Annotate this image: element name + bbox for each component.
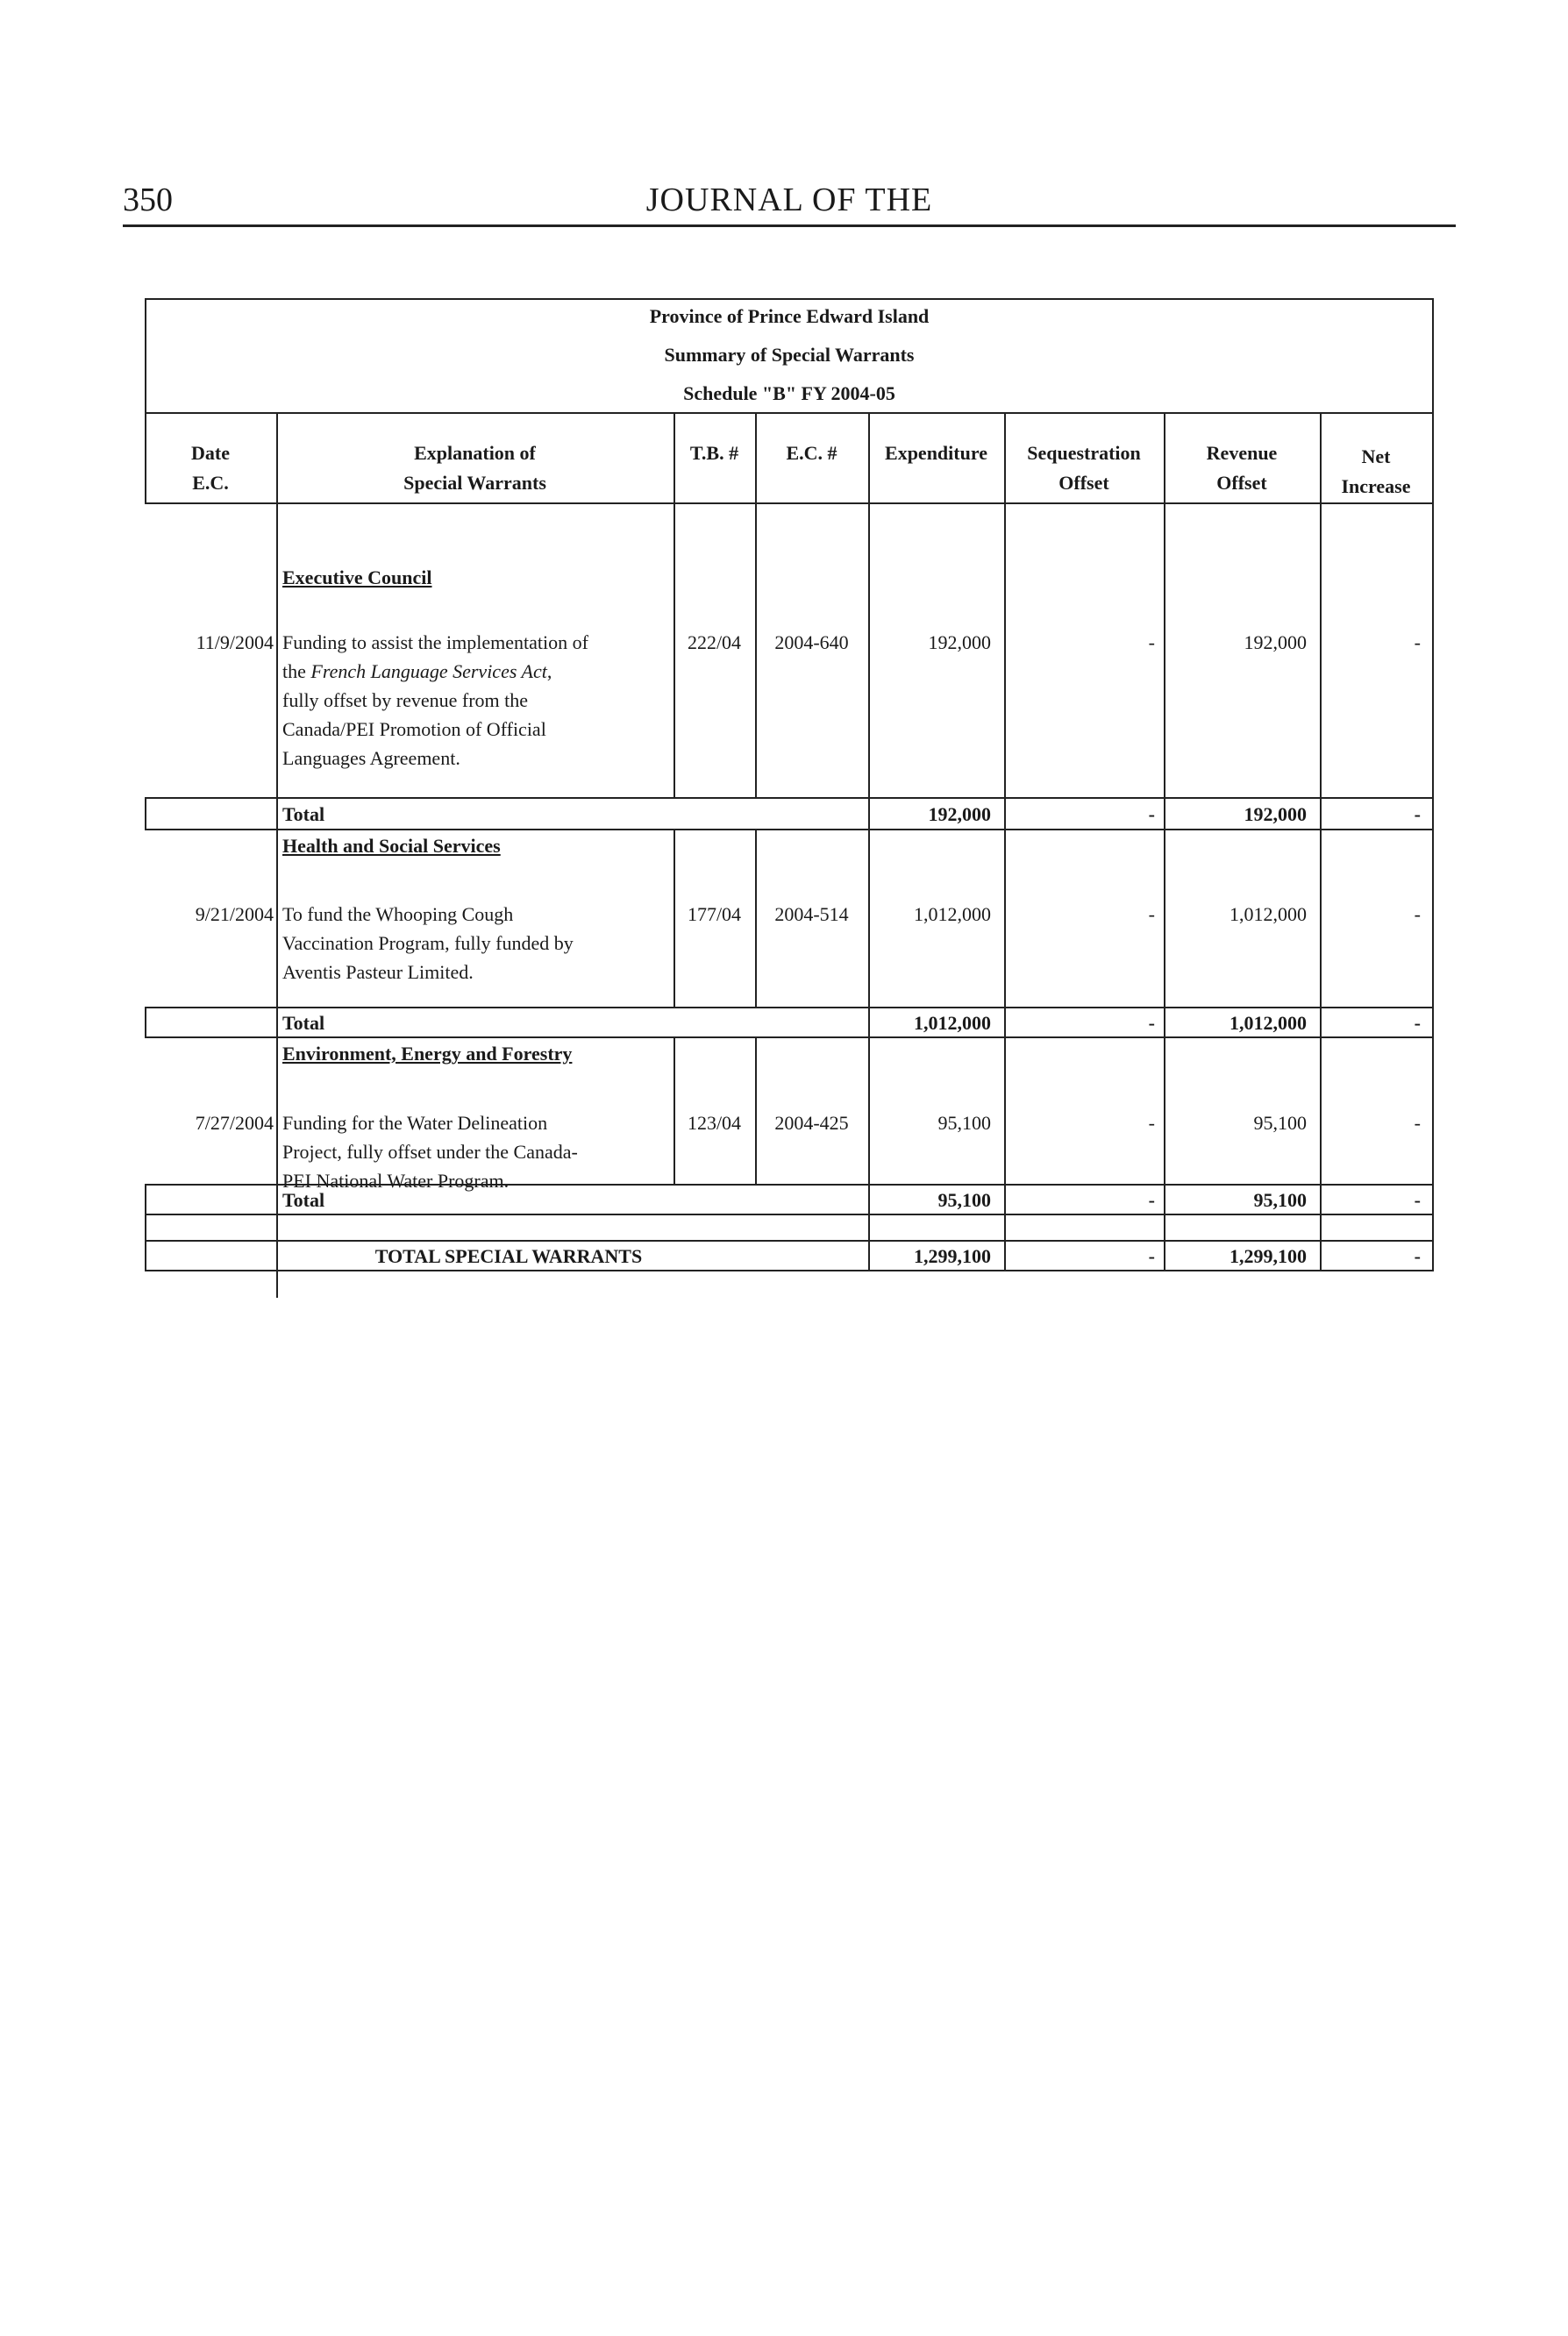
total-3-expenditure: 95,100 xyxy=(937,1189,991,1211)
row-3-revenue: 95,100 xyxy=(1253,1112,1307,1134)
grand-total-top-rule xyxy=(145,1240,1434,1242)
row-2-description xyxy=(282,900,574,986)
column-header-bottom-rule xyxy=(145,502,1434,504)
row-1-expenditure: 192,000 xyxy=(928,631,991,653)
expenditure-divider xyxy=(868,412,870,1271)
total-3-label: Total xyxy=(282,1189,325,1211)
section-name-executive-council: Executive Council xyxy=(282,566,432,588)
schedule-title-schedule: Schedule "B" FY 2004-05 xyxy=(683,382,895,404)
col-header-expenditure: Expenditure xyxy=(885,442,987,464)
row-3-net: - xyxy=(1414,1112,1421,1134)
explanation-divider xyxy=(276,412,278,1298)
total-1-revenue: 192,000 xyxy=(1244,803,1307,825)
grand-total-sequestration: - xyxy=(1148,1245,1155,1267)
row-1-sequestration: - xyxy=(1148,631,1155,653)
section-name-health-social-services: Health and Social Services xyxy=(282,835,501,857)
row-2-tb: 177/04 xyxy=(687,903,742,925)
sequestration-divider xyxy=(1004,412,1006,1271)
row-1-desc-line-4: Canada/PEI Promotion of Official xyxy=(282,718,546,740)
total-2-bottom-rule xyxy=(145,1036,1434,1038)
left-border-total-2 xyxy=(145,1007,146,1038)
col-header-revenue-offset: Offset xyxy=(1216,472,1267,494)
row-2-date: 9/21/2004 xyxy=(195,903,274,925)
row-1-description xyxy=(282,628,588,773)
row-1-desc-line-2: the French Language Services Act, xyxy=(282,660,552,682)
row-2-desc-line-2: Vaccination Program, fully funded by xyxy=(282,932,574,954)
row-3-sequestration: - xyxy=(1148,1112,1155,1134)
row-1-desc-act-name: French Language Services Act xyxy=(310,660,547,682)
page-header xyxy=(123,181,1456,226)
col-header-net-increase: Increase xyxy=(1341,475,1411,497)
special-warrants-schedule xyxy=(145,298,1434,1280)
total-1-label: Total xyxy=(282,803,325,825)
left-border-bottom xyxy=(145,1184,146,1271)
total-2-label: Total xyxy=(282,1012,325,1034)
row-3-desc-line-2: Project, fully offset under the Canada- xyxy=(282,1141,578,1163)
total-1-expenditure: 192,000 xyxy=(928,803,991,825)
schedule-title-summary: Summary of Special Warrants xyxy=(664,344,915,366)
row-1-net: - xyxy=(1414,631,1421,653)
table-bottom-border xyxy=(145,1270,1434,1271)
row-1-desc-line-5: Languages Agreement. xyxy=(282,747,460,769)
row-3-ec: 2004-425 xyxy=(774,1112,849,1134)
col-header-revenue: Revenue xyxy=(1206,442,1278,464)
journal-title: JOURNAL OF THE xyxy=(645,182,933,218)
schedule-title-province: Province of Prince Edward Island xyxy=(649,305,930,327)
total-3-net: - xyxy=(1414,1189,1421,1211)
row-3-tb: 123/04 xyxy=(687,1112,742,1134)
tb-divider-3 xyxy=(674,1036,675,1186)
table-top-border xyxy=(145,298,1434,300)
row-3-date: 7/27/2004 xyxy=(195,1112,274,1134)
row-1-date: 11/9/2004 xyxy=(196,631,274,653)
col-header-sequestration: Sequestration xyxy=(1027,442,1141,464)
net-divider xyxy=(1320,412,1322,1271)
col-header-ec-date: E.C. xyxy=(192,472,229,494)
row-1-ec: 2004-640 xyxy=(774,631,849,653)
total-3-bottom-rule xyxy=(145,1214,1434,1215)
row-1-desc-line-1: Funding to assist the implementation of xyxy=(282,631,588,653)
col-header-special-warrants: Special Warrants xyxy=(403,472,546,494)
revenue-divider xyxy=(1164,412,1165,1271)
section-2-end-rule xyxy=(145,1007,1434,1008)
row-2-sequestration: - xyxy=(1148,903,1155,925)
grand-total-net: - xyxy=(1414,1245,1421,1267)
row-2-desc-line-1: To fund the Whooping Cough xyxy=(282,903,514,925)
section-name-environment-energy-forestry: Environment, Energy and Forestry xyxy=(282,1043,573,1065)
total-2-revenue: 1,012,000 xyxy=(1229,1012,1307,1034)
col-header-tb: T.B. # xyxy=(689,442,739,464)
col-header-sequestration-offset: Offset xyxy=(1058,472,1109,494)
grand-total-revenue: 1,299,100 xyxy=(1229,1245,1307,1267)
page-number: 350 xyxy=(123,182,173,218)
total-1-net: - xyxy=(1414,803,1421,825)
total-3-sequestration: - xyxy=(1148,1189,1155,1211)
row-2-desc-line-3: Aventis Pasteur Limited. xyxy=(282,961,474,983)
row-1-desc-line-3: fully offset by revenue from the xyxy=(282,689,529,711)
left-border-total-1 xyxy=(145,797,146,830)
row-1-revenue: 192,000 xyxy=(1244,631,1307,653)
row-2-expenditure: 1,012,000 xyxy=(914,903,991,925)
col-header-date: Date xyxy=(191,442,230,464)
col-header-ec: E.C. # xyxy=(786,442,837,464)
row-2-ec: 2004-514 xyxy=(774,903,849,925)
right-border xyxy=(1432,298,1434,1271)
header-rule xyxy=(123,224,1456,227)
ec-divider-1 xyxy=(755,412,757,799)
section-1-end-rule xyxy=(145,797,1434,799)
tb-divider-1 xyxy=(674,412,675,799)
row-2-net: - xyxy=(1414,903,1421,925)
grand-total-label: TOTAL SPECIAL WARRANTS xyxy=(374,1245,643,1267)
total-1-sequestration: - xyxy=(1148,803,1155,825)
grand-total-expenditure: 1,299,100 xyxy=(914,1245,991,1267)
total-1-bottom-rule xyxy=(145,829,1434,830)
row-3-desc-line-1: Funding for the Water Delineation xyxy=(282,1112,548,1134)
col-header-net: Net xyxy=(1361,445,1391,467)
total-2-net: - xyxy=(1414,1012,1421,1034)
row-1-tb: 222/04 xyxy=(687,631,742,653)
row-3-expenditure: 95,100 xyxy=(937,1112,991,1134)
title-bottom-rule xyxy=(145,412,1434,414)
row-3-desc-line-3: PEI National Water Program. xyxy=(282,1170,510,1192)
row-2-revenue: 1,012,000 xyxy=(1229,903,1307,925)
col-header-explanation: Explanation of xyxy=(414,442,536,464)
row-3-description xyxy=(282,1108,578,1195)
total-3-revenue: 95,100 xyxy=(1253,1189,1307,1211)
ec-divider-3 xyxy=(755,1036,757,1186)
total-2-sequestration: - xyxy=(1148,1012,1155,1034)
total-2-expenditure: 1,012,000 xyxy=(914,1012,991,1034)
